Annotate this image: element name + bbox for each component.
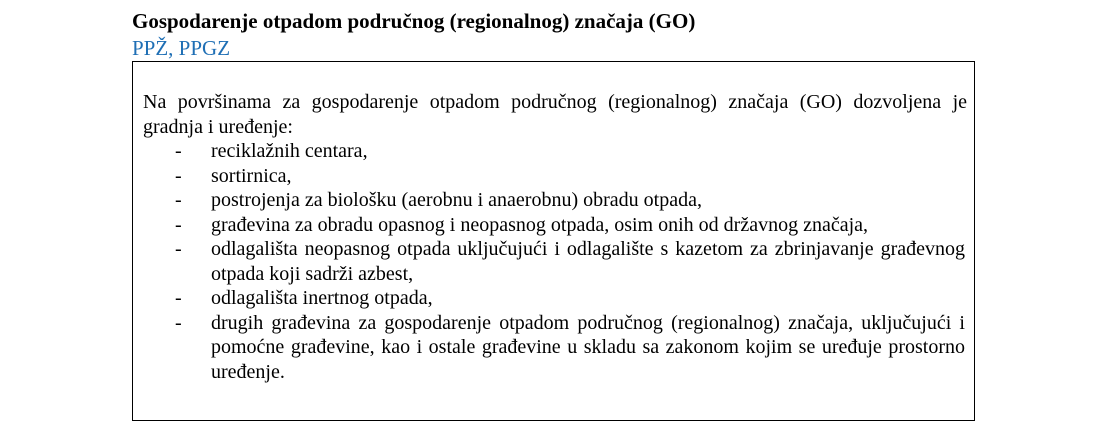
list-bullet: - bbox=[175, 189, 182, 211]
content-box bbox=[132, 61, 975, 421]
list-bullet: - bbox=[175, 213, 182, 236]
list-item bbox=[133, 286, 974, 311]
list-item bbox=[133, 139, 974, 164]
list-item-text: građevina za obradu opasnog i neopasnog otpada, osim onih od državnog značaja, bbox=[211, 213, 869, 236]
list-item-text: sortirnica, bbox=[211, 164, 292, 187]
list-bullet: - bbox=[175, 311, 182, 334]
list-bullet: - bbox=[175, 238, 182, 260]
section-title: Gospodarenje otpadom područnog (regionalnog) značaja (GO) bbox=[132, 9, 696, 33]
plan-reference: PPŽ, PPGZ bbox=[132, 36, 231, 60]
list-item-text: drugih građevina za gospodarenje otpadom područnog (regionalnog) značaja, uključujući i pomoćne građevine, kao i ostale građevine u skladu sa zakonom kojim se uređuje prostorno uređenje. bbox=[211, 311, 965, 383]
list-item-text: reciklažnih centara, bbox=[211, 140, 368, 162]
intro-paragraph: Na površinama za gospodarenje otpadom područnog (regionalnog) značaja (GO) dozvoljena je gradnja i uređenje: bbox=[143, 91, 967, 138]
list-item bbox=[133, 164, 974, 189]
permitted-list bbox=[133, 139, 974, 384]
list-item-text: postrojenja za biološku (aerobnu i anaerobnu) obradu otpada, bbox=[211, 189, 702, 211]
list-item bbox=[133, 213, 974, 238]
list-item bbox=[133, 188, 974, 213]
list-bullet: - bbox=[175, 287, 182, 309]
list-item bbox=[133, 237, 974, 286]
list-item-text: odlagališta inertnog otpada, bbox=[211, 287, 433, 309]
list-item bbox=[133, 311, 974, 385]
list-bullet: - bbox=[175, 140, 182, 162]
list-bullet: - bbox=[175, 164, 182, 187]
list-item-text: odlagališta neopasnog otpada uključujući i odlagalište s kazetom za zbrinjavanje građevnog otpada koji sadrži azbest, bbox=[211, 238, 965, 285]
